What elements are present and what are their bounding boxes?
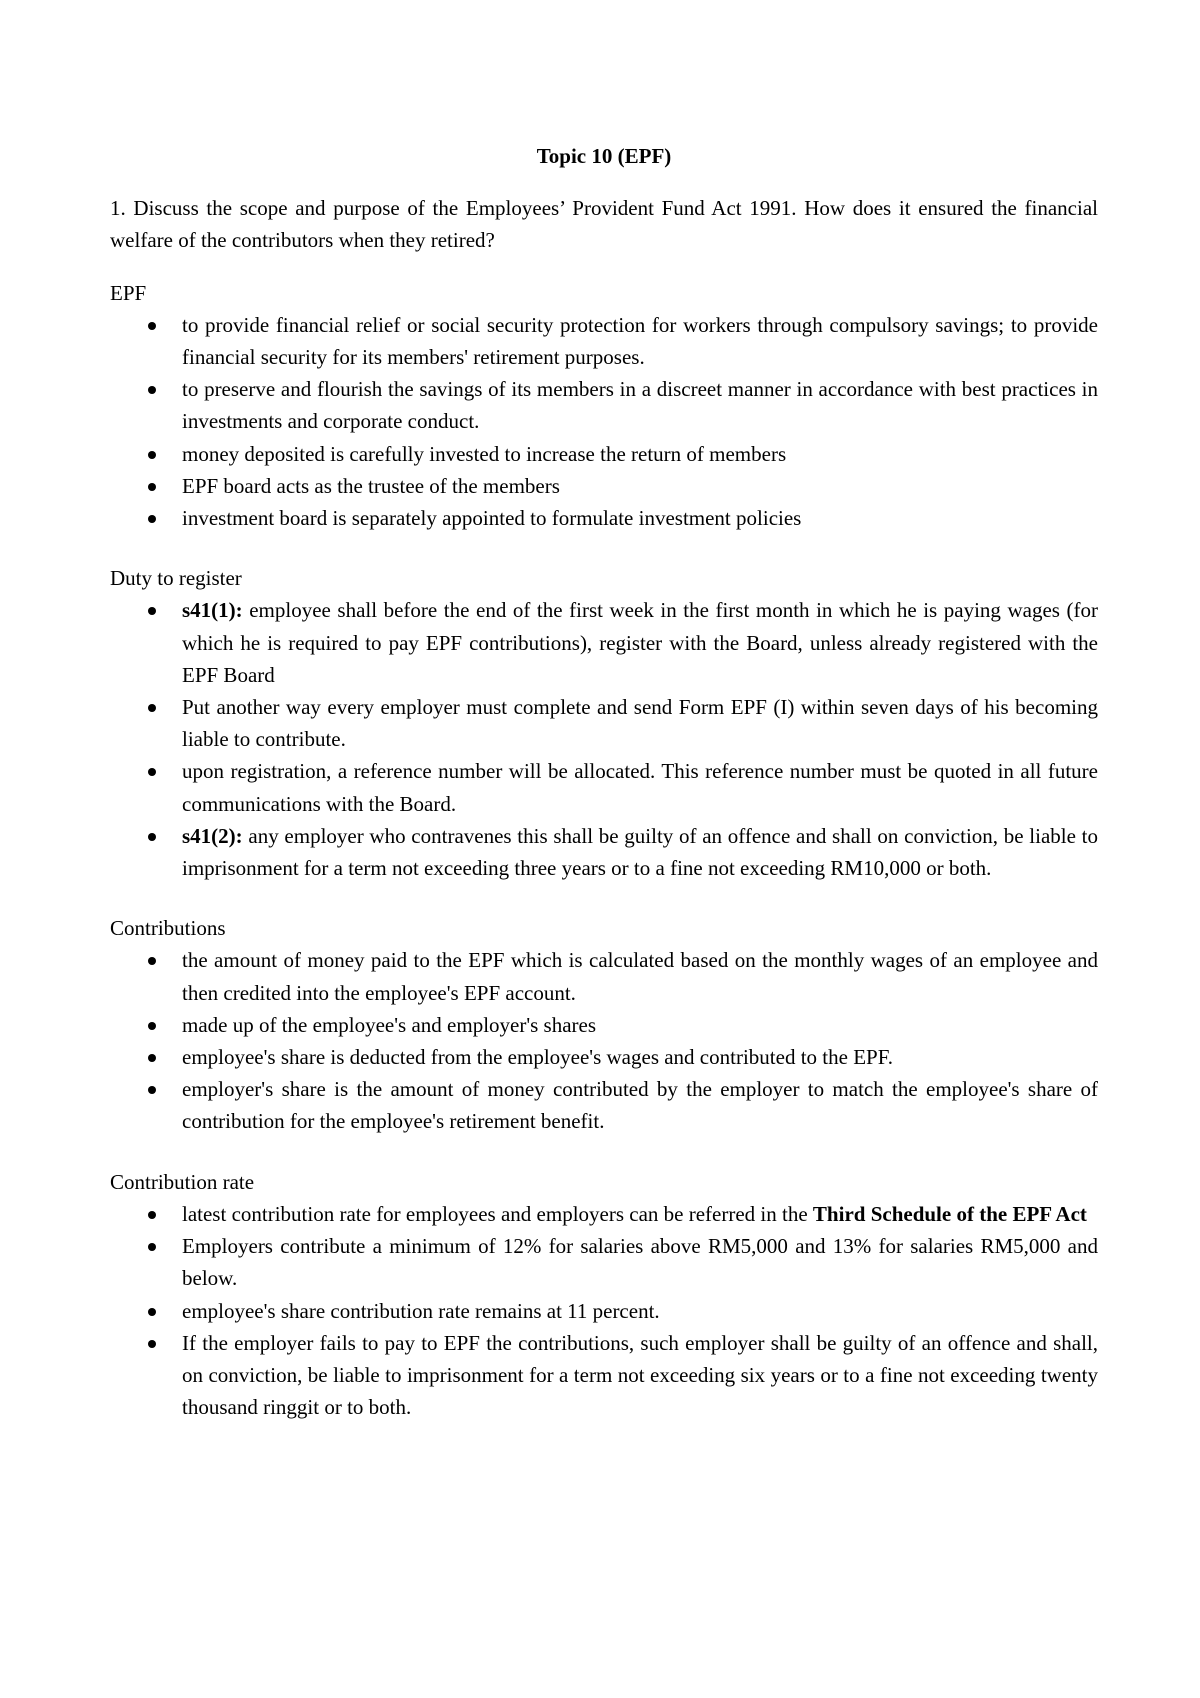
- bullet-icon: [148, 1211, 156, 1219]
- list-item: [110, 1041, 1098, 1073]
- list-item-text: to preserve and flourish the savings of its members in a discreet manner in accordance with best practices in investments and corporate conduct.: [182, 377, 1098, 434]
- section-contributions: [110, 912, 1098, 1137]
- bullet-icon: [148, 1086, 156, 1094]
- bullet-list: [110, 944, 1098, 1137]
- list-item: [110, 470, 1098, 502]
- bullet-list: [110, 594, 1098, 884]
- list-item: [110, 1073, 1098, 1137]
- bullet-icon: [148, 1022, 156, 1030]
- list-item: [110, 502, 1098, 534]
- list-item: [110, 1327, 1098, 1424]
- section-heading: Contributions: [110, 916, 226, 941]
- bullet-icon: [148, 957, 156, 965]
- list-item: [110, 1295, 1098, 1327]
- bullet-list: [110, 1198, 1098, 1423]
- section-reference: s41(1):: [182, 598, 243, 623]
- list-item-text: Put another way every employer must complete and send Form EPF (I) within seven days of his becoming liable to contribute.: [182, 695, 1098, 752]
- bullet-icon: [148, 607, 156, 615]
- list-item: [110, 1198, 1098, 1230]
- bullet-icon: [148, 833, 156, 841]
- section-reference: s41(2):: [182, 823, 243, 848]
- bullet-icon: [148, 1243, 156, 1251]
- list-item-text: If the employer fails to pay to EPF the contributions, such employer shall be guilty of an offence and shall, on conviction, be liable to imprisonment for a term not exceeding six years or to a fine not exceeding twenty thousand ringgit or to both.: [182, 1330, 1098, 1420]
- list-item: [110, 438, 1098, 470]
- section-duty-to-register: [110, 562, 1098, 884]
- list-item-text: made up of the employee's and employer's shares: [182, 1012, 597, 1037]
- question-text: 1. Discuss the scope and purpose of the Employees’ Provident Fund Act 1991. How does it ensured the financial welfare of the contributors when they retired?: [110, 196, 1098, 253]
- list-item-text: money deposited is carefully invested to increase the return of members: [182, 441, 787, 466]
- section-heading: Duty to register: [110, 566, 242, 591]
- bullet-icon: [148, 322, 156, 330]
- section-heading: Contribution rate: [110, 1169, 255, 1194]
- list-item: [110, 820, 1098, 884]
- bullet-icon: [148, 1340, 156, 1348]
- list-item: [110, 691, 1098, 755]
- list-item-text: the amount of money paid to the EPF which is calculated based on the monthly wages of an employee and then credited into the employee's EPF account.: [182, 948, 1098, 1005]
- list-item-text: EPF board acts as the trustee of the members: [182, 473, 560, 498]
- list-item: [110, 309, 1098, 373]
- bullet-icon: [148, 1054, 156, 1062]
- list-item: [110, 755, 1098, 819]
- bullet-icon: [148, 386, 156, 394]
- list-item-text: any employer who contravenes this shall be guilty of an offence and shall on conviction, be liable to imprisonment for a term not exceeding three years or to a fine not exceeding RM10,000 or both.: [182, 823, 1098, 881]
- section-contribution-rate: [110, 1166, 1098, 1424]
- list-item: [110, 1009, 1098, 1041]
- page-title: Topic 10 (EPF): [536, 144, 672, 168]
- list-item: [110, 944, 1098, 1008]
- list-item-text: to provide financial relief or social security protection for workers through compulsory savings; to provide financial security for its members' retirement purposes.: [182, 312, 1098, 370]
- bullet-icon: [148, 1308, 156, 1316]
- section-epf: [110, 277, 1098, 535]
- bullet-icon: [148, 451, 156, 459]
- list-item-text: employee's share contribution rate remains at 11 percent.: [182, 1298, 660, 1323]
- bullet-icon: [148, 515, 156, 523]
- list-item-text: employer's share is the amount of money contributed by the employer to match the employee's share of contribution for the employee's retirement benefit.: [182, 1077, 1098, 1134]
- list-item-text: upon registration, a reference number will be allocated. This reference number must be quoted in all future communications with the Board.: [182, 759, 1098, 816]
- list-item-text: employee's share is deducted from the employee's wages and contributed to the EPF.: [182, 1045, 893, 1070]
- schedule-reference: Third Schedule of the EPF Act: [812, 1201, 1087, 1226]
- list-item-text: latest contribution rate for employees and employers can be referred in the: [182, 1201, 813, 1226]
- list-item: [110, 1230, 1098, 1294]
- bullet-icon: [148, 768, 156, 776]
- list-item-text: employee shall before the end of the first week in the first month in which he is paying wages (for which he is required to pay EPF contributions), register with the Board, unless already registered with the EPF Board: [182, 598, 1098, 687]
- list-item-text: investment board is separately appointed to formulate investment policies: [182, 506, 802, 531]
- list-item-text: Employers contribute a minimum of 12% for salaries above RM5,000 and 13% for salaries RM5,000 and below.: [182, 1234, 1098, 1291]
- bullet-icon: [148, 704, 156, 712]
- section-heading: EPF: [110, 280, 147, 305]
- list-item: [110, 373, 1098, 437]
- bullet-list: [110, 309, 1098, 534]
- list-item: [110, 594, 1098, 691]
- document-page: [110, 140, 1098, 1451]
- bullet-icon: [148, 483, 156, 491]
